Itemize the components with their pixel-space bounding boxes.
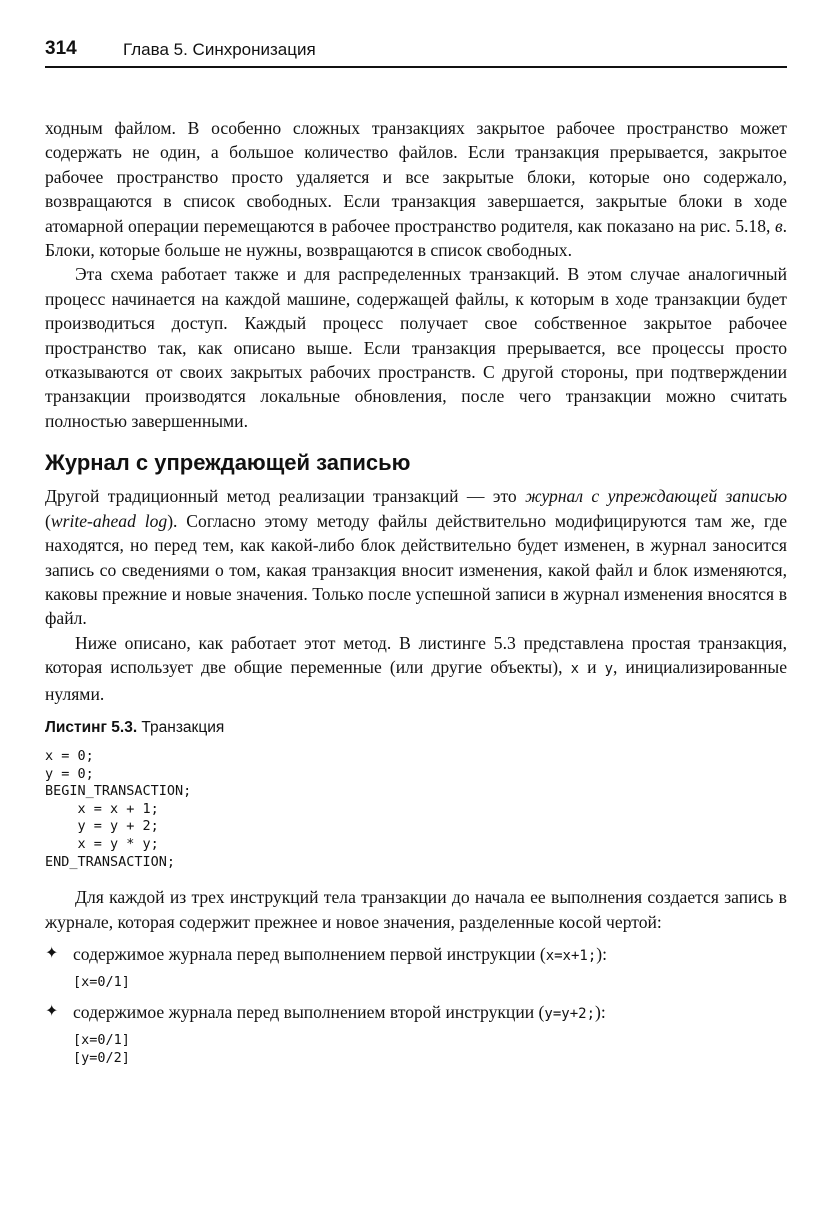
paragraph: Другой традиционный метод реализации транзакций — это журнал с упреждающей записью (write-ahead log). Согласно этому методу файлы действительно модифицируются там же, где находятся, но перед тем, как какой-либо блок действительно будет изменен, в журнал заносится запись со сведениями о том, какая транзакция вносит изменения, какой файл и блок изменяются, каковы прежние и новые значения. Только после успешной записи в журнал изменения вносятся в файл. <box>45 486 787 629</box>
running-header <box>45 36 787 68</box>
page-number: 314 <box>45 38 77 59</box>
paragraph: ходным файлом. В особенно сложных транзакциях закрытое рабочее пространство может содержать не один, а большое количество файлов. Если транзакция прерывается, закрытое рабочее пространство просто удаляется и все закрытые блоки, которые оно содержало, возвращаются в список свободных. Если транзакция завершается, закрытые блоки в ходе атомарной операции перемещаются в рабочее пространство родителя, как показано на рис. 5.18, в. Блоки, которые больше не нужны, возвращаются в список свободных. <box>45 118 787 261</box>
main-text <box>45 116 787 1068</box>
bullet-icon: ✦ <box>45 944 59 962</box>
paragraph: Для каждой из трех инструкций тела транзакции до начала ее выполнения создается запись в журнале, которая содержит прежнее и новое значения, разделенные косой чертой: <box>45 887 787 932</box>
list-item: ✦ содержимое журнала перед выполнением первой инструкции (x=x+1;): [x=0/1] <box>45 942 787 992</box>
listing-caption: Листинг 5.3. Транзакция <box>45 718 225 736</box>
bullet-icon: ✦ <box>45 1002 59 1020</box>
paragraph: Ниже описано, как работает этот метод. В листинге 5.3 представлена простая транзакция, которая использует две общие переменные (или другие объекты), x и y, инициализированные нулями. <box>45 632 788 704</box>
log-content: [x=0/1] <box>73 974 130 991</box>
list-item: ✦ содержимое журнала перед выполнением второй инструкции (y=y+2;): [x=0/1] [y=0/2] <box>45 1000 787 1068</box>
chapter-title: Глава 5. Синхронизация <box>123 40 316 59</box>
section-heading: Журнал с упреждающей записью <box>45 450 411 476</box>
log-content: [x=0/1] [y=0/2] <box>73 1032 130 1066</box>
paragraph: Эта схема работает также и для распределенных транзакций. В этом случае аналогичный процесс начинается на каждой машине, содержащей файлы, к которым в ходе транзакции будет производиться доступ. Каждый процесс получает свое собственное закрытое рабочее пространство так, как описано выше. Если транзакция прерывается, все процессы просто отказываются от своих закрытых рабочих пространств. С другой стороны, при подтверждении транзакции производятся локальные обновления, после чего транзакции можно считать полностью завершенными. <box>45 264 787 431</box>
code-listing: x = 0; y = 0; BEGIN_TRANSACTION; x = x + 1; y = y + 2; x = y * y; END_TRANSACTION; <box>45 747 192 870</box>
